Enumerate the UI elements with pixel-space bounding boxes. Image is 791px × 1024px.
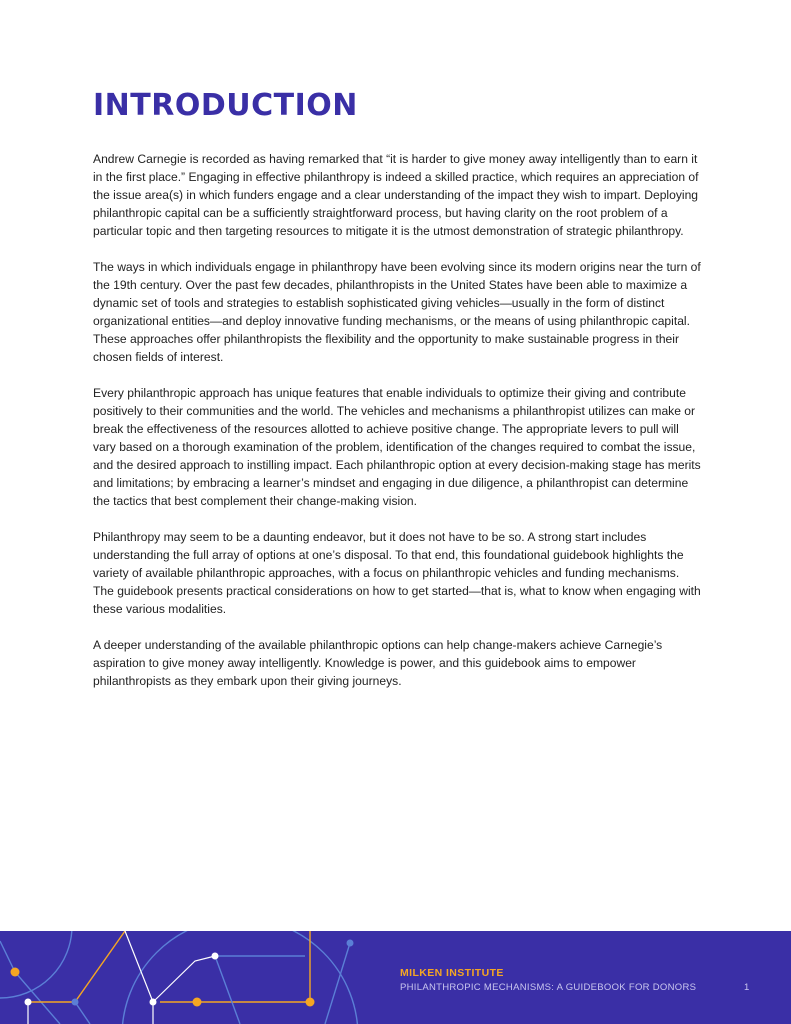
page-number: 1 [744,982,750,993]
network-pattern-decoration [0,931,400,1024]
footer-organization: MILKEN INSTITUTE [400,967,504,979]
body-text [93,150,703,708]
page-title: INTRODUCTION [93,88,358,123]
footer-document-title: PHILANTHROPIC MECHANISMS: A GUIDEBOOK FOR DONORS [400,982,697,993]
paragraph-4: Philanthropy may seem to be a daunting endeavor, but it does not have to be so. A strong start includes understanding the full array of options at one’s disposal. To that end, this foundational guidebook highlights the variety of available philanthropic approaches, with a focus on philanthropic vehicles and funding mechanisms. The guidebook presents practical considerations on how to get started—that is, what to know when engaging with these various modalities. [93,530,701,616]
paragraph-5: A deeper understanding of the available philanthropic options can help change-makers achieve Carnegie’s aspiration to give money away intelligently. Knowledge is power, and this guidebook aims to empower philanthropists as they embark upon their giving journeys. [93,638,663,688]
paragraph-2: The ways in which individuals engage in philanthropy have been evolving since its modern origins near the turn of the 19th century. Over the past few decades, philanthropists in the United States have been able to maximize a dynamic set of tools and strategies to establish sophisticated giving vehicles—usually in the form of distinct organizational entities—and deploy innovative funding mechanisms, or the means of using philanthropic capital. These approaches offer philanthropists the flexibility and the opportunity to make sustainable progress in their chosen fields of interest. [93,260,701,364]
paragraph-3: Every philanthropic approach has unique features that enable individuals to optimize their giving and contribute positively to their communities and the world. The vehicles and mechanisms a philanthropist utilizes can make or break the effectiveness of the resources allotted to achieve positive change. The appropriate levers to pull will vary based on a thorough examination of the problem, identification of the changes required to combat the issue, and the desired approach to instilling impact. Each philanthropic option at every decision-making stage has merits and limitations; by embracing a learner’s mindset and engaging in due diligence, a philanthropist can determine the tactics that best complement their change-making vision. [93,386,701,508]
paragraph-1: Andrew Carnegie is recorded as having remarked that “it is harder to give money away intelligently than to earn it in the first place.” Engaging in effective philanthropy is indeed a skilled practice, which requires an appreciation of the issue area(s) in which funders engage and a clear understanding of the impact they wish to impart. Deploying philanthropic capital can be a sufficiently straightforward process, but having clarity on the root problem of a particular topic and then targeting resources to mitigate it is the utmost demonstration of strategic philanthropy. [93,152,699,238]
footer-band [0,931,791,1024]
